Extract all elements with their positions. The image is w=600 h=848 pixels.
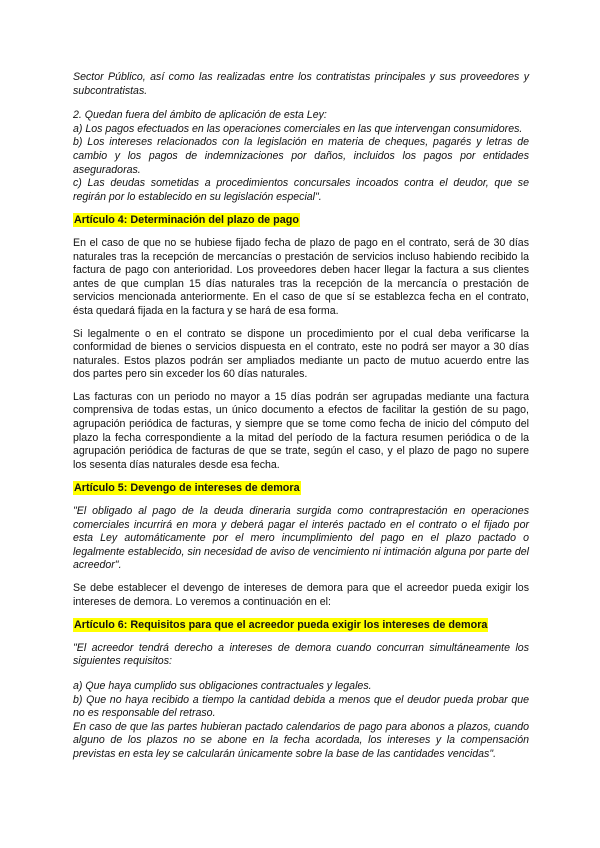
article-6-quote: "El acreedor tendrá derecho a intereses de demora cuando concurran simultáneamente los siguientes requisitos: [73,641,529,668]
article-4-heading: Artículo 4: Determinación del plazo de pago [74,214,299,227]
exclusion-c: c) Las deudas sometidas a procedimientos concursales incoados contra el deudor, que se regirán por lo establecido en su legislación especial". [73,177,529,203]
article-4-paragraph-1: En el caso de que no se hubiese fijado fecha de plazo de pago en el contrato, será de 30 días naturales tras la recepción de mercancías o prestación de servicios incluso habiendo recibido la factura de pago con anterioridad. Los proveedores deben hacer llegar la factura a sus clientes antes de que cumplan 15 días naturales tras la recepción de la mercancía o prestación de servicios mencionada anteriormente. En el caso de que sí se establezca fecha en el contrato, ésta quedará fijada en la factura y se hará de esa forma. [73,236,529,317]
requirement-b: b) Que no haya recibido a tiempo la cantidad debida a menos que el deudor pueda probar que no es responsable del retraso. [73,693,529,720]
article-5-paragraph-1: Se debe establecer el devengo de intereses de demora para que el acreedor pueda exigir los intereses de demora. Lo veremos a continuación en el: [73,582,529,608]
exclusions-lead: 2. Quedan fuera del ámbito de aplicación de esta Ley: [73,109,327,122]
article-4-paragraph-3: Las facturas con un periodo no mayor a 15 días podrán ser agrupadas mediante una factura comprensiva de todas estas, un único documento a efectos de facilitar la gestión de su pago, agrupación periódica de facturas, y siempre que se tome como fecha de inicio del cómputo del plazo la fecha correspondiente a la mitad del período de la factura resumen periódica o de la agrupación periódica de facturas de que se trate, según el caso, y el plazo de pago no supere los sesenta días naturales desde esa fecha. [73,390,529,471]
article-6-heading: Artículo 6: Requisitos para que el acreedor pueda exigir los intereses de demora [74,619,488,632]
document-page [73,71,529,762]
exclusion-a: a) Los pagos efectuados en las operaciones comerciales en las que intervengan consumidores. [73,122,523,135]
exclusion-b: b) Los intereses relacionados con la legislación en materia de cheques, pagarés y letras de cambio y los pagos de indemnizaciones por daños, incluidos los pagos por entidades aseguradoras. [73,136,529,176]
article-5-quote: "El obligado al pago de la deuda dineraria surgida como contraprestación en operaciones comerciales incurrirá en mora y deberá pagar el interés pactado en el contrato o el fijado por esta Ley automáticamente por el mero incumplimiento del pago en el plazo pactado o legalmente establecido, sin necesidad de aviso de vencimiento ni intimación alguna por parte del acreedor". [73,505,529,572]
article-5-heading: Artículo 5: Devengo de intereses de demora [74,482,300,495]
intro-text: Sector Público, así como las realizadas entre los contratistas principales y sus proveedores y subcontratistas. [73,71,529,97]
requirement-a: a) Que haya cumplido sus obligaciones contractuales y legales. [73,679,372,692]
installments-clause: En caso de que las partes hubieran pactado calendarios de pago para abonos a plazos, cuando alguno de los plazos no se abone en la fecha acordada, los intereses y la compensación previstas en esta ley se calcularán únicamente sobre la base de las cantidades vencidas". [73,720,529,760]
article-4-paragraph-2: Si legalmente o en el contrato se dispone un procedimiento por el cual deba verificarse la conformidad de bienes o servicios dispuesta en el contrato, este no podrá ser mayor a 30 días naturales. Estos plazos podrán ser ampliados mediante un pacto de mutuo acuerdo entre las dos partes pero sin exceder los 60 días naturales. [73,327,529,381]
